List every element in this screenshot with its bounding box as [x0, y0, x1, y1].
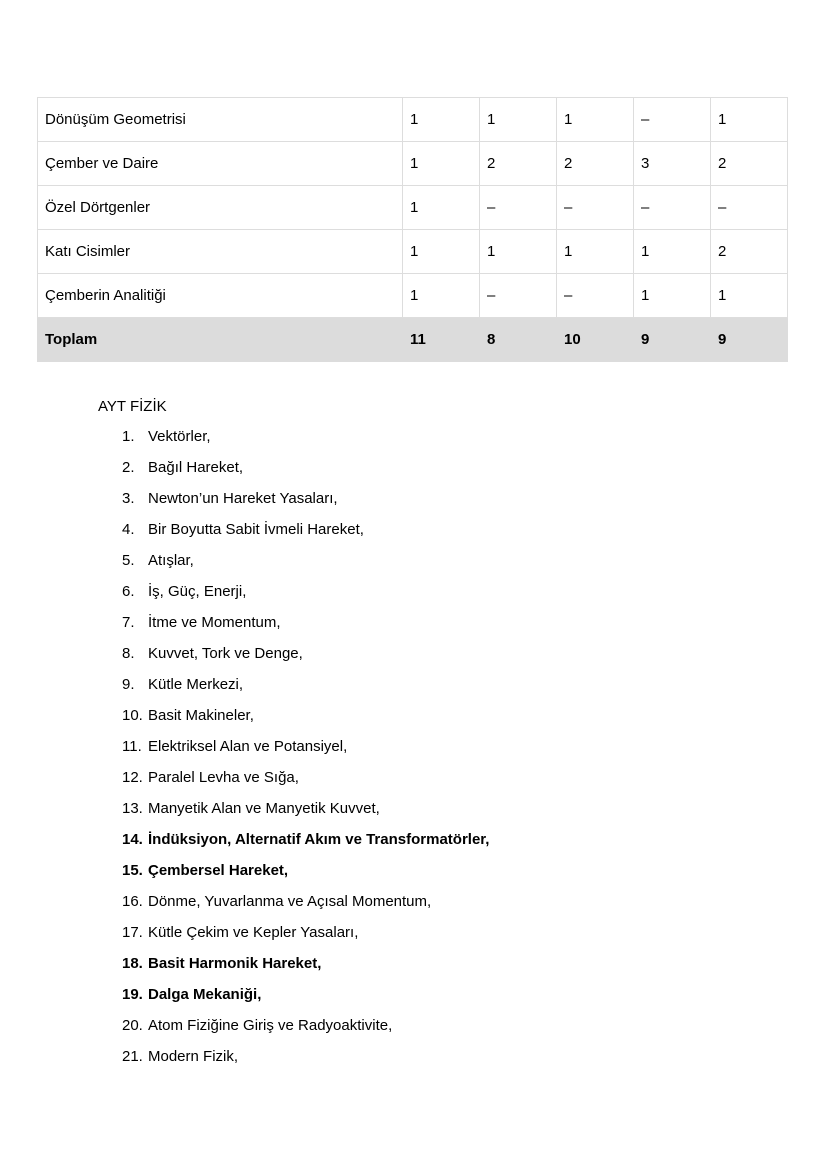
list-item	[122, 797, 489, 828]
count-cell: 1	[403, 230, 480, 274]
topic-count-table	[37, 97, 788, 362]
count-cell: –	[480, 186, 557, 230]
list-item-number: 19.	[122, 986, 143, 1003]
list-item-text: Dalga Mekaniği,	[148, 986, 262, 1003]
total-cell: 11	[403, 318, 480, 362]
list-item-text: Modern Fizik,	[148, 1048, 239, 1065]
list-item-number: 1.	[122, 428, 135, 445]
list-item	[122, 518, 489, 549]
list-item	[122, 580, 489, 611]
count-cell: 1	[634, 274, 711, 318]
count-cell: 1	[711, 274, 788, 318]
list-item-number: 15.	[122, 862, 143, 879]
list-item	[122, 766, 489, 797]
list-item-text: İtme ve Momentum,	[148, 614, 281, 631]
list-item-text: Çembersel Hareket,	[148, 862, 289, 879]
count-cell: 1	[557, 98, 634, 142]
list-item-number: 17.	[122, 924, 143, 941]
count-cell: –	[711, 186, 788, 230]
list-item-text: Kütle Çekim ve Kepler Yasaları,	[148, 924, 359, 941]
list-item-number: 4.	[122, 521, 135, 538]
list-item-number: 21.	[122, 1048, 143, 1065]
topic-cell: Çember ve Daire	[38, 142, 403, 186]
list-item-number: 7.	[122, 614, 135, 631]
topic-cell: Katı Cisimler	[38, 230, 403, 274]
list-item-text: Newton’un Hareket Yasaları,	[148, 490, 338, 507]
table-row	[38, 230, 788, 274]
table-row	[38, 98, 788, 142]
list-item-number: 16.	[122, 893, 143, 910]
list-item-text: Vektörler,	[148, 428, 211, 445]
list-item-text: Manyetik Alan ve Manyetik Kuvvet,	[148, 800, 380, 817]
list-item-number: 13.	[122, 800, 143, 817]
count-cell: 1	[403, 98, 480, 142]
list-item-text: Dönme, Yuvarlanma ve Açısal Momentum,	[148, 893, 432, 910]
count-cell: 1	[711, 98, 788, 142]
list-item-text: Atom Fiziğine Giriş ve Radyoaktivite,	[148, 1017, 393, 1034]
count-cell: 2	[711, 230, 788, 274]
count-cell: 1	[480, 98, 557, 142]
count-cell: 1	[634, 230, 711, 274]
count-cell: 2	[711, 142, 788, 186]
list-item-text: Kuvvet, Tork ve Denge,	[148, 645, 303, 662]
list-item	[122, 487, 489, 518]
count-cell: 1	[403, 142, 480, 186]
list-item	[122, 735, 489, 766]
total-cell: 9	[711, 318, 788, 362]
topic-cell: Dönüşüm Geometrisi	[38, 98, 403, 142]
list-item-number: 8.	[122, 645, 135, 662]
list-item	[122, 425, 489, 456]
list-item	[122, 952, 489, 983]
list-item-number: 12.	[122, 769, 143, 786]
topic-cell: Özel Dörtgenler	[38, 186, 403, 230]
list-item	[122, 890, 489, 921]
count-cell: –	[557, 274, 634, 318]
list-item-number: 5.	[122, 552, 135, 569]
total-row	[38, 318, 788, 362]
count-cell: 1	[403, 274, 480, 318]
total-label: Toplam	[38, 318, 403, 362]
list-item-text: İş, Güç, Enerji,	[148, 583, 247, 600]
count-cell: 3	[634, 142, 711, 186]
list-item-text: Paralel Levha ve Sığa,	[148, 769, 299, 786]
list-item-number: 2.	[122, 459, 135, 476]
list-item-number: 11.	[122, 738, 142, 755]
list-item-text: Kütle Merkezi,	[148, 676, 244, 693]
count-cell: –	[634, 98, 711, 142]
list-item-text: Atışlar,	[148, 552, 194, 569]
list-item	[122, 611, 489, 642]
section-title: AYT FİZİK	[98, 398, 167, 415]
list-item-text: İndüksiyon, Alternatif Akım ve Transformatörler,	[148, 831, 490, 848]
list-item-number: 6.	[122, 583, 135, 600]
list-item-number: 9.	[122, 676, 135, 693]
list-item-text: Bir Boyutta Sabit İvmeli Hareket,	[148, 521, 364, 538]
list-item-number: 18.	[122, 955, 143, 972]
count-cell: –	[557, 186, 634, 230]
list-item	[122, 1045, 489, 1076]
count-cell: –	[634, 186, 711, 230]
count-cell: 2	[480, 142, 557, 186]
list-item-number: 14.	[122, 831, 143, 848]
list-item	[122, 549, 489, 580]
list-item	[122, 642, 489, 673]
count-cell: 1	[480, 230, 557, 274]
list-item	[122, 1014, 489, 1045]
list-item	[122, 983, 489, 1014]
table-row	[38, 274, 788, 318]
list-item	[122, 704, 489, 735]
topic-cell: Çemberin Analitiği	[38, 274, 403, 318]
list-item-text: Elektriksel Alan ve Potansiyel,	[148, 738, 348, 755]
list-item	[122, 921, 489, 952]
list-item	[122, 828, 489, 859]
topic-list	[122, 425, 489, 1076]
count-cell: 1	[403, 186, 480, 230]
list-item-text: Basit Harmonik Hareket,	[148, 955, 322, 972]
count-cell: 2	[557, 142, 634, 186]
list-item-number: 3.	[122, 490, 135, 507]
list-item-number: 20.	[122, 1017, 143, 1034]
list-item	[122, 456, 489, 487]
total-cell: 8	[480, 318, 557, 362]
list-item-number: 10.	[122, 707, 143, 724]
total-cell: 10	[557, 318, 634, 362]
total-cell: 9	[634, 318, 711, 362]
count-cell: 1	[557, 230, 634, 274]
list-item-text: Bağıl Hareket,	[148, 459, 244, 476]
table-row	[38, 142, 788, 186]
list-item	[122, 859, 489, 890]
count-cell: –	[480, 274, 557, 318]
list-item	[122, 673, 489, 704]
list-item-text: Basit Makineler,	[148, 707, 254, 724]
table-row	[38, 186, 788, 230]
